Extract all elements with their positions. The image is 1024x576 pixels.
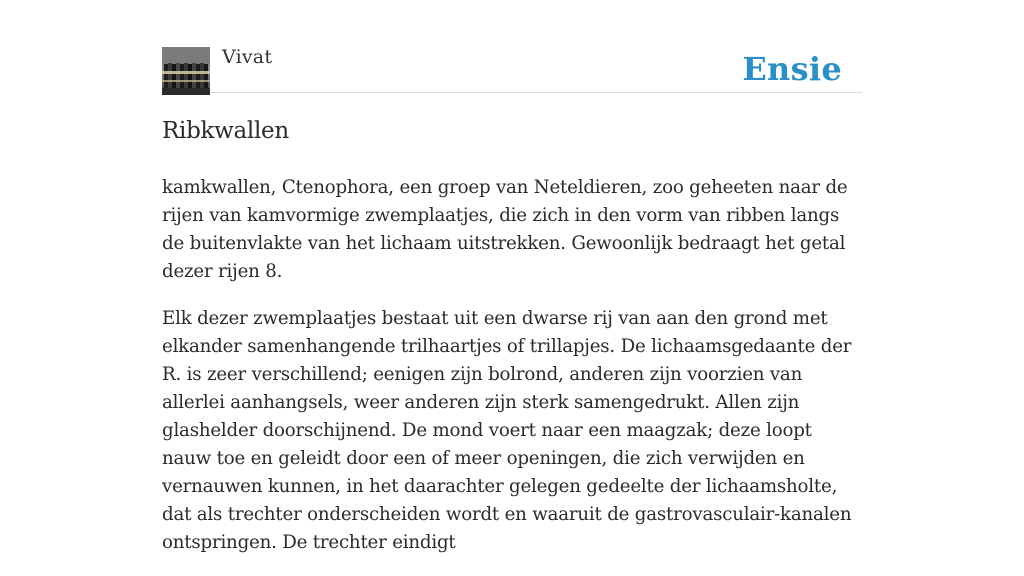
brand-logo[interactable]: Ensie bbox=[742, 50, 842, 88]
avatar[interactable] bbox=[162, 47, 210, 95]
article-title: Ribkwallen bbox=[162, 118, 289, 144]
book-spines-icon bbox=[162, 47, 210, 95]
header bbox=[162, 46, 862, 93]
article-paragraph: kamkwallen, Ctenophora, een groep van Neteldieren, zoo geheeten naar de rijen van kamvormige zwemplaatjes, die zich in den vorm van ribben langs de buitenvlakte van het lichaam uitstrekken. Gewoonlijk bedraagt het getal dezer rijen 8. bbox=[162, 177, 848, 282]
article bbox=[162, 112, 862, 576]
article-paragraph: Elk dezer zwemplaatjes bestaat uit een dwarse rij van aan den grond met elkander samenhangende trilhaartjes of trillapjes. De lichaamsgedaante der R. is zeer verschillend; eenigen zijn bolrond, anderen zijn voorzien van allerlei aanhangsels, weer anderen zijn sterk samengedrukt. Allen zijn glashelder doorschijnend. De mond voert naar een maagzak; deze loopt nauw toe en geleidt door een of meer openingen, die zich verwijden en vernauwen kunnen, in het daarachter gelegen gedeelte der lichaamsholte, dat als trechter onderscheiden wordt en waaruit de gastrovasculair-kanalen ontspringen. De trechter eindigt bbox=[162, 308, 852, 553]
source-name[interactable]: Vivat bbox=[222, 46, 273, 68]
